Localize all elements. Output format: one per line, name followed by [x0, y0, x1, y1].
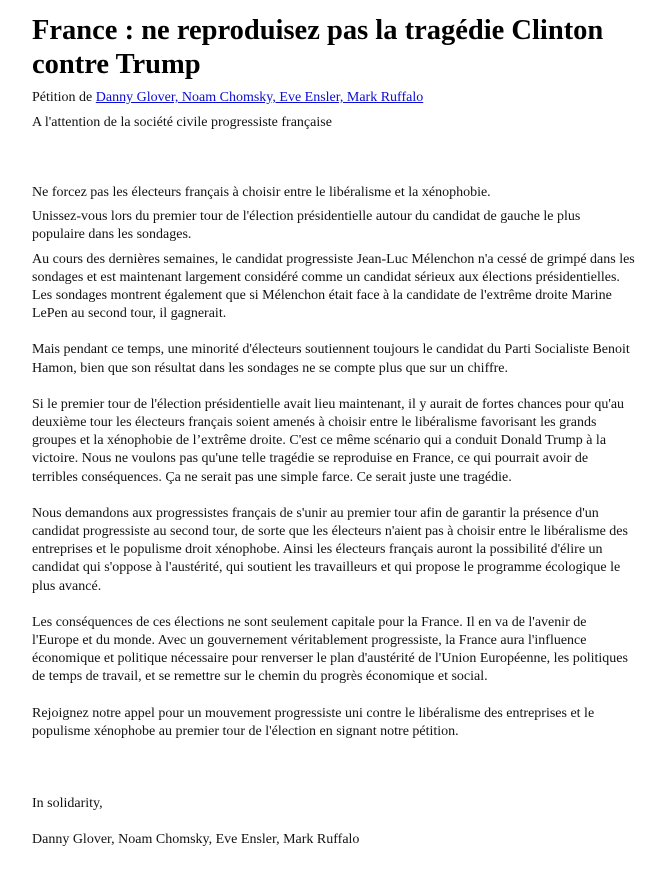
paragraph-7: Les conséquences de ces élections ne sont seulement capitale pour la France. Il en va de l'avenir de l'Europe et du monde. Avec un gouvernement véritablement progressiste, la France aura l'influence économique et politique nécessaire pour renverser le plan d'austérité de l'Union Européenne, les politiques de temps de travail, et se remettre sur le chemin du progrès économique et social.	[32, 614, 628, 685]
paragraph-2: Unissez-vous lors du premier tour de l'élection présidentielle autour du candidat de gauche le plus populaire dans les sondages.	[32, 209, 581, 243]
paragraph-3: Au cours des dernières semaines, le candidat progressiste Jean-Luc Mélenchon n'a cessé de grimpé dans les sondages et est maintenant largement considéré comme un candidat sérieux aux élections présidentielles. Les sondages montrent également que si Mélenchon était face à la candidate de l'extrême droite Marine LePen au second tour, il gagnerait.	[32, 251, 635, 322]
closing-line: In solidarity,	[32, 796, 103, 812]
byline-prefix: Pétition de	[32, 90, 96, 105]
signature-line: Danny Glover, Noam Chomsky, Eve Ensler, Mark Ruffalo	[32, 832, 360, 848]
byline	[32, 89, 636, 107]
attention-line: A l'attention de la société civile progressiste française	[32, 115, 332, 130]
authors-link[interactable]: Danny Glover, Noam Chomsky, Eve Ensler, Mark Ruffalo	[95, 90, 424, 105]
paragraph-4: Mais pendant ce temps, une minorité d'électeurs soutiennent toujours le candidat du Parti Socialiste Benoit Hamon, bien que son résultat dans les sondages ne se compte plus que sur un chiffre.	[32, 342, 630, 376]
page-title: France : ne reproduisez pas la tragédie Clinton contre Trump	[32, 15, 604, 80]
paragraph-1: Ne forcez pas les électeurs français à choisir entre le libéralisme et la xénophobie.	[32, 185, 491, 200]
paragraph-6: Nous demandons aux progressistes français de s'unir au premier tour afin de garantir la présence d'un candidat progressiste au second tour, de sorte que les électeurs n'aient pas à choisir entre le libéralisme des entreprises et le populisme droit xénophobe. Ainsi les électeurs français auront la possibilité d'élire un candidat qui s'oppose à l'austérité, qui soutient les travailleurs et qui propose le programme écologique le plus avancé.	[32, 505, 628, 594]
paragraph-5: Si le premier tour de l'élection présidentielle avait lieu maintenant, il y aurait de fortes chances pour qu'au deuxième tour les électeurs français soient amenés à choisir entre le libéralisme favorisant les grands groupes et la xénophobie de l’extrême droite. C'est ce même scénario qui a conduit Donald Trump à la victoire. Nous ne voulons pas qu'une telle tragédie se reproduise en France, ce qui pourrait avoir de terribles conséquences. Ça ne serait pas une simple farce. Ce serait juste une tragédie.	[32, 396, 625, 485]
petition-body	[32, 184, 636, 849]
paragraph-8: Rejoignez notre appel pour un mouvement progressiste uni contre le libéralisme des entreprises et le populisme xénophobe au premier tour de l'élection en signant notre pétition.	[32, 705, 595, 739]
